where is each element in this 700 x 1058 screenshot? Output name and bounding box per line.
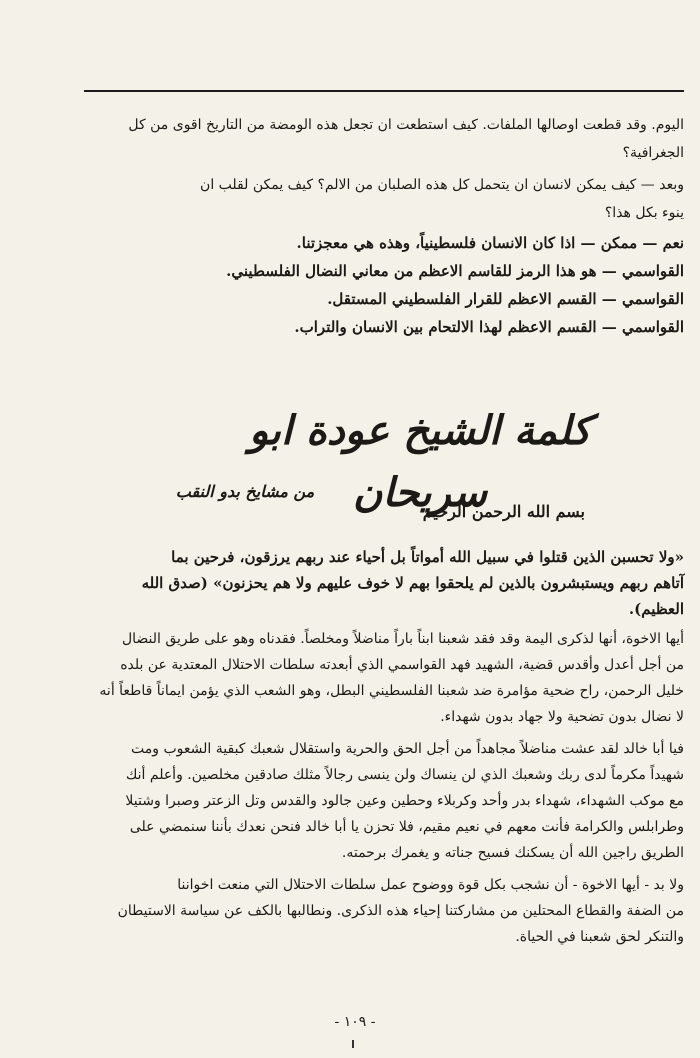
quran-line: العظيم).: [628, 600, 684, 618]
emphasis-line: نعم — ممكن — اذا كان الانسان فلسطينياً، وهذه هي معجزتنا.: [296, 234, 684, 252]
paragraph-line: والتنكر لحق شعبنا في الحياة.: [515, 929, 684, 945]
text-line: ينوء بكل هذا؟: [604, 205, 684, 221]
paragraph-line: شهيداً مكرماً لدى ربك وشعبك الذي لن ينساك ولن ينسى رجالاً مثلك صادقين مخلصين. وأعلم أنك: [125, 767, 684, 783]
page-number: - ١٠٩ -: [334, 1014, 376, 1030]
quran-line: آتاهم ربهم ويستبشرون بالذين لم يلحقوا بهم لا خوف عليهم ولا هم يحزنون» (صدق الله: [141, 574, 684, 592]
basmala: بسم الله الرحمن الرحيم: [422, 502, 585, 521]
paragraph-line: خليل الرحمن، راح ضحية مؤامرة ضد شعبنا الفلسطيني البطل، وهو الشعب الذي يؤمن ايماناً قاطعاً أنه: [99, 683, 684, 699]
paragraph-line: من أجل أعدل وأقدس قضية، الشهيد فهد القواسمي الذي أبعدته سلطات الاحتلال المعتدية عن بلده: [120, 657, 684, 673]
text-line: الجغرافية؟: [622, 145, 684, 161]
quran-line: «ولا تحسبن الذين قتلوا في سبيل الله أمواتاً بل أحياء عند ربهم يرزقون، فرحين بما: [171, 548, 684, 566]
emphasis-line: القواسمي — هو هذا الرمز للقاسم الاعظم من معاني النضال الفلسطيني.: [226, 262, 684, 280]
paragraph-line: ولا بد - أيها الاخوة - أن نشجب بكل قوة ووضوح عمل سلطات الاحتلال التي منعت اخواننا: [177, 877, 684, 893]
text-line: وبعد — كيف يمكن لانسان ان يتحمل كل هذه الصلبان من الالم؟ كيف يمكن لقلب ان: [200, 177, 684, 193]
speech-subtitle: من مشايخ بدو النقب: [175, 482, 315, 501]
header-rule: [84, 90, 684, 92]
emphasis-line: القواسمي — القسم الاعظم لهذا الالتحام بين الانسان والتراب.: [294, 318, 684, 336]
paragraph-line: أيها الاخوة، أنها لذكرى اليمة وقد فقد شعبنا ابناً باراً مناضلاً ومخلصاً. فقدناه وهو على طريق النضال: [121, 631, 684, 647]
paragraph-line: الطريق راجين الله أن يسكنك فسيح جناته و يغمرك برحمته.: [341, 845, 684, 861]
paragraph-line: فيا أبا خالد لقد عشت مناضلاً مجاهداً من أجل الحق والحرية واستقلال شعبك كبقية الشعوب ومت: [131, 741, 684, 757]
paragraph-line: لا نضال بدون تضحية ولا جهاد بدون شهداء.: [440, 709, 684, 725]
paragraph-line: وطرابلس والكرامة فأنت معهم في نعيم مقيم، فلا تحزن يا أبا خالد فنحن نعدك بأننا سنمضي على: [129, 819, 684, 835]
speech-title: كلمة الشيخ عودة ابو سريحان: [249, 407, 591, 516]
emphasis-line: القواسمي — القسم الاعظم للقرار الفلسطيني المستقل.: [327, 290, 684, 308]
text-line: اليوم. وقد قطعت اوصالها الملفات. كيف استطعت ان تجعل هذه الومضة من التاريخ اقوى من كل: [128, 117, 684, 133]
paragraph-line: مع موكب الشهداء، شهداء بدر وأحد وكربلاء وحطين وعين جالود والقدس وتل الزعتر وصبرا وشتيلا: [125, 793, 684, 809]
paragraph-line: من الضفة والقطاع المحتلين من مشاركتنا إحياء هذه الذكرى. ونطالبها بالكف عن سياسة الاستيطان: [117, 903, 684, 919]
footer-mark: [352, 1040, 354, 1048]
